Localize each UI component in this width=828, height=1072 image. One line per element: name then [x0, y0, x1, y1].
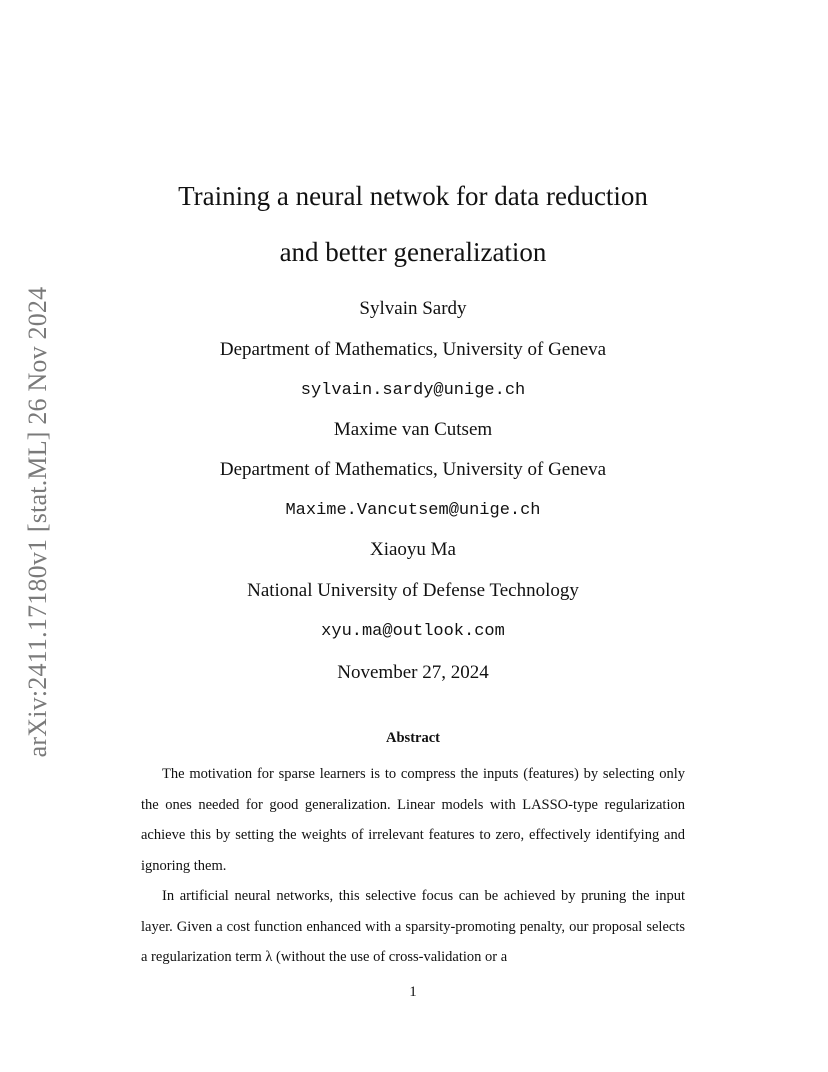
paper-title-line-2: and better generalization: [279, 237, 547, 267]
author-name-1: Sylvain Sardy: [359, 298, 467, 319]
abstract-body: [141, 759, 685, 973]
author-affiliation-2: Department of Mathematics, University of Geneva: [219, 459, 607, 480]
author-name-2: Maxime van Cutsem: [333, 419, 493, 440]
paper-date: November 27, 2024: [337, 662, 489, 683]
author-affiliation-3: National University of Defense Technology: [247, 580, 579, 601]
abstract-heading: Abstract: [386, 730, 440, 746]
abstract-paragraph-2: In artificial neural networks, this selective focus can be achieved by pruning the input layer. Given a cost function enhanced with a sparsity-promoting penalty, our proposal selects a regularization term λ (without the use of cross-validation or a: [141, 888, 685, 965]
author-affiliation-1: Department of Mathematics, University of Geneva: [219, 339, 607, 360]
author-email-2: Maxime.Vancutsem@unige.ch: [285, 501, 541, 520]
author-email-3: xyu.ma@outlook.com: [321, 622, 505, 641]
page-number: 1: [409, 984, 417, 1000]
paper-title-line-1: Training a neural netwok for data reduction: [178, 181, 648, 211]
paper-title: [140, 168, 686, 280]
abstract-paragraph-1: The motivation for sparse learners is to compress the inputs (features) by selecting only the ones needed for good generalization. Linear models with LASSO-type regularization achieve this by setting the weights of irrelevant features to zero, effectively identifying and ignoring them.: [141, 766, 685, 874]
author-email-1: sylvain.sardy@unige.ch: [300, 381, 526, 400]
arxiv-identifier-stamp: arXiv:2411.17180v1 [stat.ML] 26 Nov 2024: [23, 286, 52, 758]
author-name-3: Xiaoyu Ma: [369, 539, 456, 560]
